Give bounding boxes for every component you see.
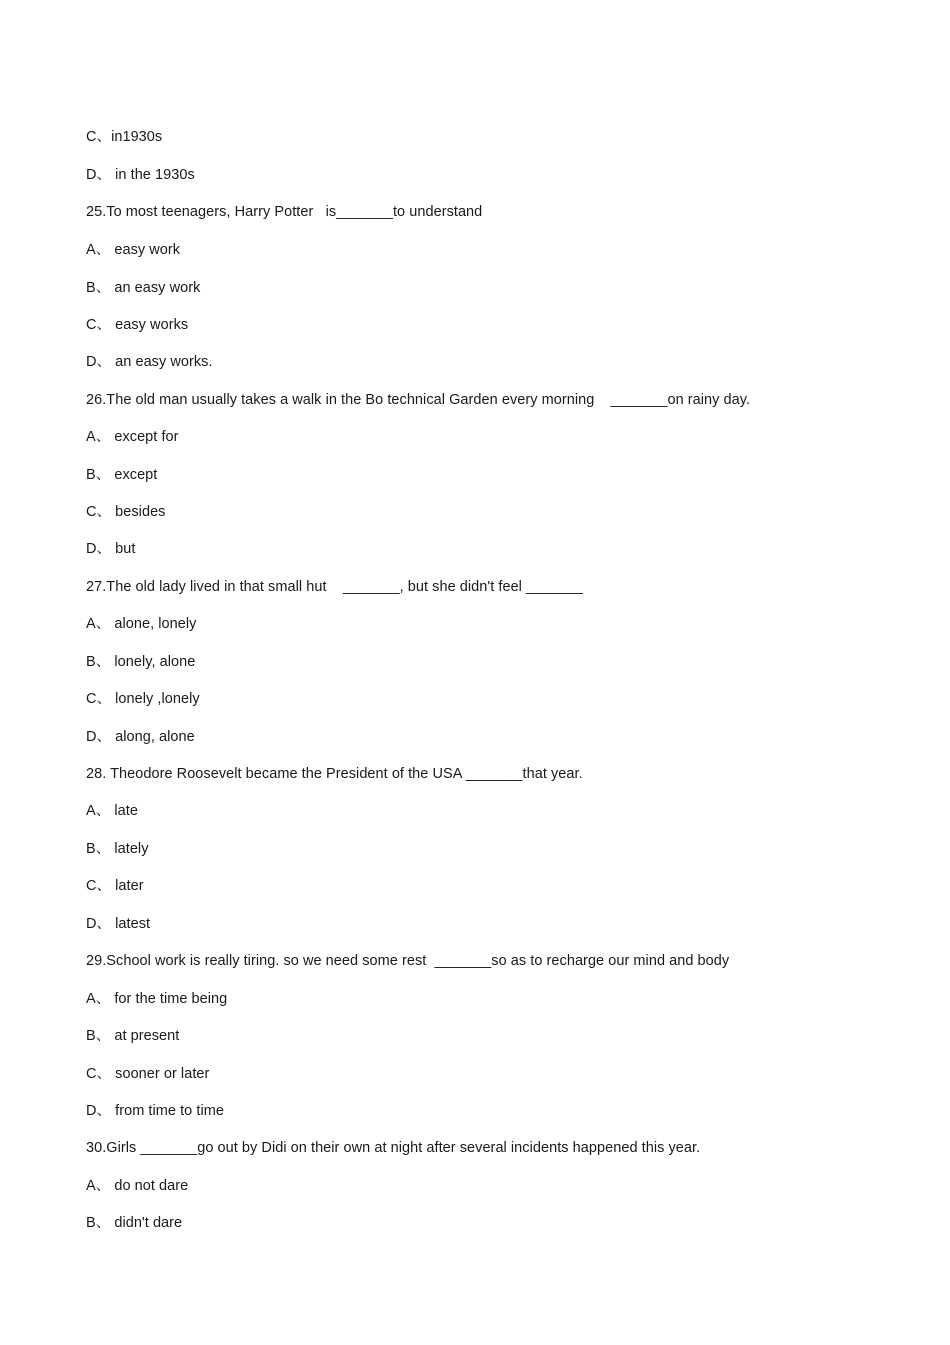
option-d-q28: D、 latest: [86, 916, 151, 932]
option-c-q28: C、 later: [86, 878, 144, 894]
question-25: 25.To most teenagers, Harry Potter is_______to understand: [86, 204, 483, 220]
option-d-q24: D、 in the 1930s: [86, 167, 195, 183]
question-28: 28. Theodore Roosevelt became the President of the USA _______that year.: [86, 766, 583, 782]
option-b-q27: B、 lonely, alone: [86, 654, 196, 670]
option-b-q30: B、 didn't dare: [86, 1215, 183, 1231]
option-a-q26: A、 except for: [86, 429, 179, 445]
option-b-q29: B、 at present: [86, 1028, 180, 1044]
option-d-q27: D、 along, alone: [86, 729, 195, 745]
option-d-q25: D、 an easy works.: [86, 354, 213, 370]
option-a-q25: A、 easy work: [86, 242, 181, 258]
option-b-q25: B、 an easy work: [86, 280, 201, 296]
option-c-q25: C、 easy works: [86, 317, 189, 333]
option-a-q29: A、 for the time being: [86, 991, 228, 1007]
question-27: 27.The old lady lived in that small hut _______, but she didn't feel _______: [86, 579, 583, 595]
option-c-q24: C、in1930s: [86, 129, 163, 145]
question-30: 30.Girls _______go out by Didi on their own at night after several incidents happened this year.: [86, 1140, 701, 1156]
question-26: 26.The old man usually takes a walk in the Bo technical Garden every morning _______on rainy day.: [86, 392, 751, 408]
option-c-q26: C、 besides: [86, 504, 166, 520]
option-b-q28: B、 lately: [86, 841, 149, 857]
option-b-q26: B、 except: [86, 467, 158, 483]
option-c-q29: C、 sooner or later: [86, 1066, 210, 1082]
option-d-q29: D、 from time to time: [86, 1103, 224, 1119]
option-a-q27: A、 alone, lonely: [86, 616, 197, 632]
question-29: 29.School work is really tiring. so we need some rest _______so as to recharge our mind and body: [86, 953, 730, 969]
option-a-q28: A、 late: [86, 803, 138, 819]
option-d-q26: D、 but: [86, 541, 136, 557]
option-a-q30: A、 do not dare: [86, 1178, 189, 1194]
option-c-q27: C、 lonely ,lonely: [86, 691, 200, 707]
